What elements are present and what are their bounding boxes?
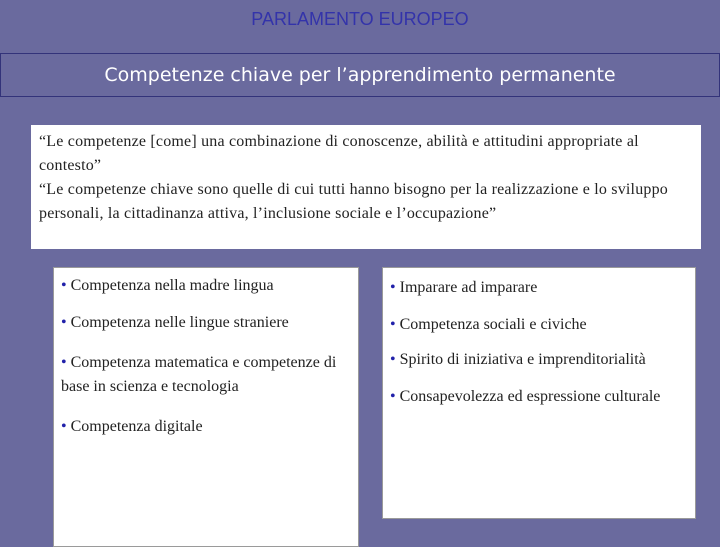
list-item [390,276,689,300]
quote-paragraph-2: “Le competenze chiave sono quelle di cui tutti hanno bisogno per la realizzazione e lo sviluppo personali, la cittadinanza attiva, l’inclusione sociale e l’occupazione” [39,181,669,222]
list-item-label: Competenza matematica e competenze di base in scienza e tecnologia [61,354,337,395]
bullet-icon: • [390,279,396,296]
list-item [390,313,689,337]
list-item [390,385,689,409]
list-item [61,274,352,298]
bullet-icon: • [390,351,396,368]
list-item-label: Competenza nelle lingue straniere [70,314,289,331]
list-item [61,415,352,439]
bullet-icon: • [390,316,396,333]
list-item-label: Competenza sociali e civiche [399,316,587,333]
bullet-icon: • [61,418,67,435]
competences-list-right [382,267,696,519]
slide-title: Competenze chiave per l’apprendimento permanente [0,53,720,97]
list-item [390,348,689,372]
list-item [61,311,352,335]
list-item [61,351,352,399]
list-item-label: Competenza digitale [70,418,203,435]
quote-paragraph-1: “Le competenze [come] una combinazione di conoscenze, abilità e attitudini appropriate al contesto” [39,133,639,174]
bullet-icon: • [61,314,67,331]
header-title: PARLAMENTO EUROPEO [251,9,469,29]
list-item-label: Competenza nella madre lingua [70,277,274,294]
competences-list-left [53,267,359,547]
list-item-label: Consapevolezza ed espressione culturale [399,388,661,405]
bullet-icon: • [61,277,67,294]
definition-quote-box [31,125,701,249]
bullet-icon: • [61,354,67,371]
list-item-label: Spirito di iniziativa e imprenditorialità [399,351,646,368]
bullet-icon: • [390,388,396,405]
list-item-label: Imparare ad imparare [399,279,538,296]
